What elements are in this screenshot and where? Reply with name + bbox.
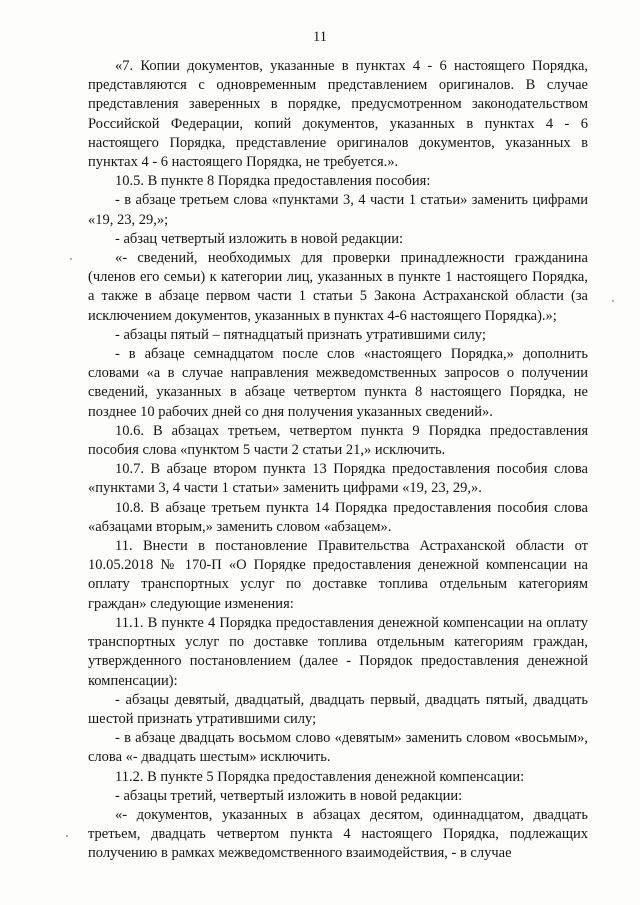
paragraph-11-1-item-1: - абзацы девятый, двадцатый, двадцать первый, двадцать пятый, двадцать шестой признать утратившими силу; [88, 691, 588, 727]
paragraph-11: 11. Внести в постановление Правительства Астраханской области от 10.05.2018 № 170-П «О Порядке предоставления денежной компенсации на оплату транспортных услуг по доставке топлива отдельным категориям граждан» следующие изменения: [88, 538, 588, 612]
paragraph-11-1: 11.1. В пункте 4 Порядка предоставления денежной компенсации на оплату транспортных услуг по доставке топлива отдельным категориям граждан, утвержденного постановлением (далее - Порядок предоставления денежной компенсации): [88, 614, 588, 689]
scan-speck-3 [66, 835, 68, 837]
paragraph-11-2-quote: «- документов, указанных в абзацах десятом, одиннадцатом, двадцать третьем, двадцать четвертом пункта 4 настоящего Порядка, подлежащих получению в рамках межведомственного взаимодействия, - в случае [88, 806, 588, 862]
paragraph-10-5-quote: «- сведений, необходимых для проверки принадлежности гражданина (членов его семьи) к категории лиц, указанных в пункте 1 настоящего Порядка, а также в абзаце первом части 1 статьи 5 Закона Астраханской области (за исключением документов, указанных в пунктах 4-6 настоящего Порядка).»; [88, 250, 588, 324]
paragraph-7-copies: «7. Копии документов, указанные в пунктах 4 - 6 настоящего Порядка, представляются с одновременным представлением оригиналов. В случае представления заверенных в порядке, предусмотренном законодательством Российской Федерации, копий документов, указанных в пунктах 4 - 6 настоящего Порядка, представление оригиналов документов, указанных в пунктах 4 - 6 настоящего Порядка, не требуется.». [88, 58, 588, 171]
paragraph-10-5: 10.5. В пункте 8 Порядка предоставления пособия: [115, 173, 431, 190]
paragraph-10-5-item-2: - абзац четвертый изложить в новой редакции: [115, 230, 404, 247]
scan-speck-1 [70, 258, 72, 260]
paragraph-11-2-item-1: - абзацы третий, четвертый изложить в новой редакции: [115, 787, 463, 804]
paragraph-10-8: 10.8. В абзаце третьем пункта 14 Порядка предоставления пособия слова «абзацами вторым,» заменить словом «абзацем». [88, 499, 588, 535]
paragraph-10-7: 10.7. В абзаце втором пункта 13 Порядка предоставления пособия слова «пунктами 3, 4 части 1 статьи» заменить цифрами «19, 23, 29,». [88, 461, 588, 497]
page-number: 11 [313, 29, 327, 45]
scan-speck-2 [612, 300, 614, 302]
paragraph-10-6: 10.6. В абзацах третьем, четвертом пункта 9 Порядка предоставления пособия слова «пунктом 5 части 2 статьи 21,» исключить. [88, 422, 588, 459]
document-body [88, 57, 588, 864]
paragraph-11-2: 11.2. В пункте 5 Порядка предоставления денежной компенсации: [115, 768, 525, 785]
paragraph-10-5-item-3: - абзацы пятый – пятнадцатый признать утратившими силу; [115, 326, 486, 343]
paragraph-10-5-item-4: - в абзаце семнадцатом после слов «настоящего Порядка,» дополнить словами «а в случае направления межведомственных запросов о получении сведений, указанных в абзаце четвертом пункта 8 настоящего Порядка, не позднее 10 рабочих дней со дня получения указанных сведений». [88, 346, 588, 420]
paragraph-10-5-item-1: - в абзаце третьем слова «пунктами 3, 4 части 1 статьи» заменить цифрами «19, 23, 29,»; [88, 192, 588, 228]
paragraph-11-1-item-2: - в абзаце двадцать восьмом слово «девятым» заменить словом «восьмым», слова «- двадцать шестым» исключить. [88, 730, 588, 766]
